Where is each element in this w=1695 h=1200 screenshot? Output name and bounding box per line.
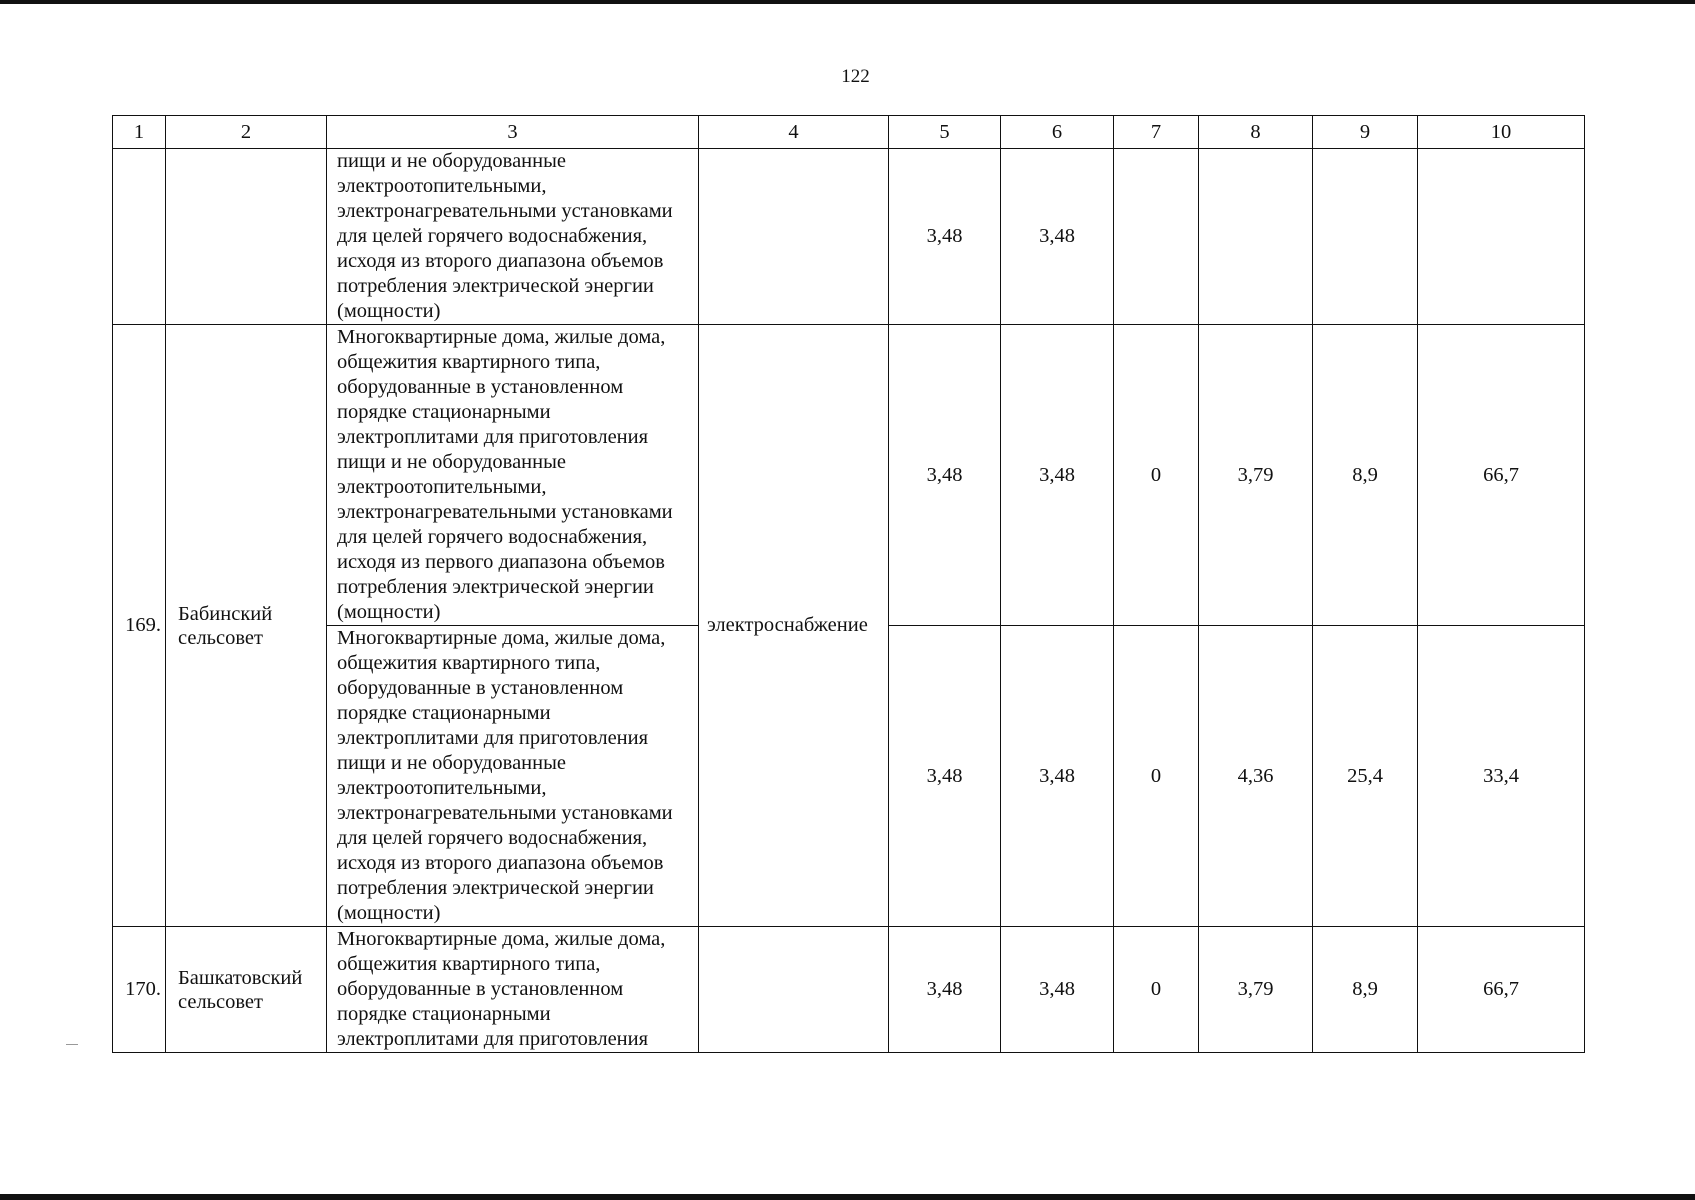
consumer-description: Многоквартирные дома, жилые дома, общежития квартирного типа, оборудованные в установленном порядке стационарными электроплитами для приготовления пищи и не оборудованные электроотопительными, электронагревательными установками для целей горячего водоснабжения, исходя из первого диапазона объемов потребления электрической энергии (мощности) xyxy=(327,325,699,626)
settlement-name: Бабинский сельсовет xyxy=(166,325,327,927)
value-col-6: 3,48 xyxy=(1001,149,1114,325)
consumer-description: Многоквартирные дома, жилые дома, общежития квартирного типа, оборудованные в установленном порядке стационарными электроплитами для приготовления xyxy=(327,927,699,1053)
value-col-10: 66,7 xyxy=(1418,927,1585,1053)
value-col-9 xyxy=(1313,149,1418,325)
service-category: электроснабжение xyxy=(699,325,889,927)
value-col-7: 0 xyxy=(1114,927,1199,1053)
header-col-4: 4 xyxy=(699,116,889,149)
row-number-cell xyxy=(113,149,166,325)
table-row-169-first-range xyxy=(113,325,1585,626)
service-category xyxy=(699,927,889,1053)
header-col-3: 3 xyxy=(327,116,699,149)
header-col-2: 2 xyxy=(166,116,327,149)
header-col-1: 1 xyxy=(113,116,166,149)
consumer-description: пищи и не оборудованные электроотопительными, электронагревательными установками для целей горячего водоснабжения, исходя из второго диапазона объемов потребления электрической энергии (мощности) xyxy=(327,149,699,325)
value-col-8 xyxy=(1199,149,1313,325)
header-col-10: 10 xyxy=(1418,116,1585,149)
table-row-170 xyxy=(113,927,1585,1053)
header-col-5: 5 xyxy=(889,116,1001,149)
value-col-5: 3,48 xyxy=(889,149,1001,325)
page-number: 122 xyxy=(841,66,870,87)
value-col-8: 3,79 xyxy=(1199,927,1313,1053)
value-col-5: 3,48 xyxy=(889,626,1001,927)
value-col-6: 3,48 xyxy=(1001,325,1114,626)
value-col-6: 3,48 xyxy=(1001,626,1114,927)
value-col-9: 8,9 xyxy=(1313,927,1418,1053)
value-col-7 xyxy=(1114,149,1199,325)
value-col-6: 3,48 xyxy=(1001,927,1114,1053)
value-col-5: 3,48 xyxy=(889,325,1001,626)
header-col-7: 7 xyxy=(1114,116,1199,149)
value-col-7: 0 xyxy=(1114,626,1199,927)
scan-artifact xyxy=(66,1044,78,1045)
settlement-name-cell xyxy=(166,149,327,325)
value-col-8: 4,36 xyxy=(1199,626,1313,927)
header-col-8: 8 xyxy=(1199,116,1313,149)
consumer-description: Многоквартирные дома, жилые дома, общежития квартирного типа, оборудованные в установленном порядке стационарными электроплитами для приготовления пищи и не оборудованные электроотопительными, электронагревательными установками для целей горячего водоснабжения, исходя из второго диапазона объемов потребления электрической энергии (мощности) xyxy=(327,626,699,927)
service-category-cell xyxy=(699,149,889,325)
header-col-6: 6 xyxy=(1001,116,1114,149)
value-col-7: 0 xyxy=(1114,325,1199,626)
header-col-9: 9 xyxy=(1313,116,1418,149)
page-bottom-border xyxy=(0,1194,1695,1200)
page-top-border xyxy=(0,0,1695,4)
value-col-10: 66,7 xyxy=(1418,325,1585,626)
row-number: 170. xyxy=(113,927,166,1053)
header-row xyxy=(113,116,1585,149)
value-col-8: 3,79 xyxy=(1199,325,1313,626)
tariff-table xyxy=(112,115,1585,1053)
table-row-continuation xyxy=(113,149,1585,325)
value-col-5: 3,48 xyxy=(889,927,1001,1053)
value-col-10 xyxy=(1418,149,1585,325)
value-col-10: 33,4 xyxy=(1418,626,1585,927)
value-col-9: 25,4 xyxy=(1313,626,1418,927)
settlement-name: Башкатовский сельсовет xyxy=(166,927,327,1053)
value-col-9: 8,9 xyxy=(1313,325,1418,626)
row-number: 169. xyxy=(113,325,166,927)
